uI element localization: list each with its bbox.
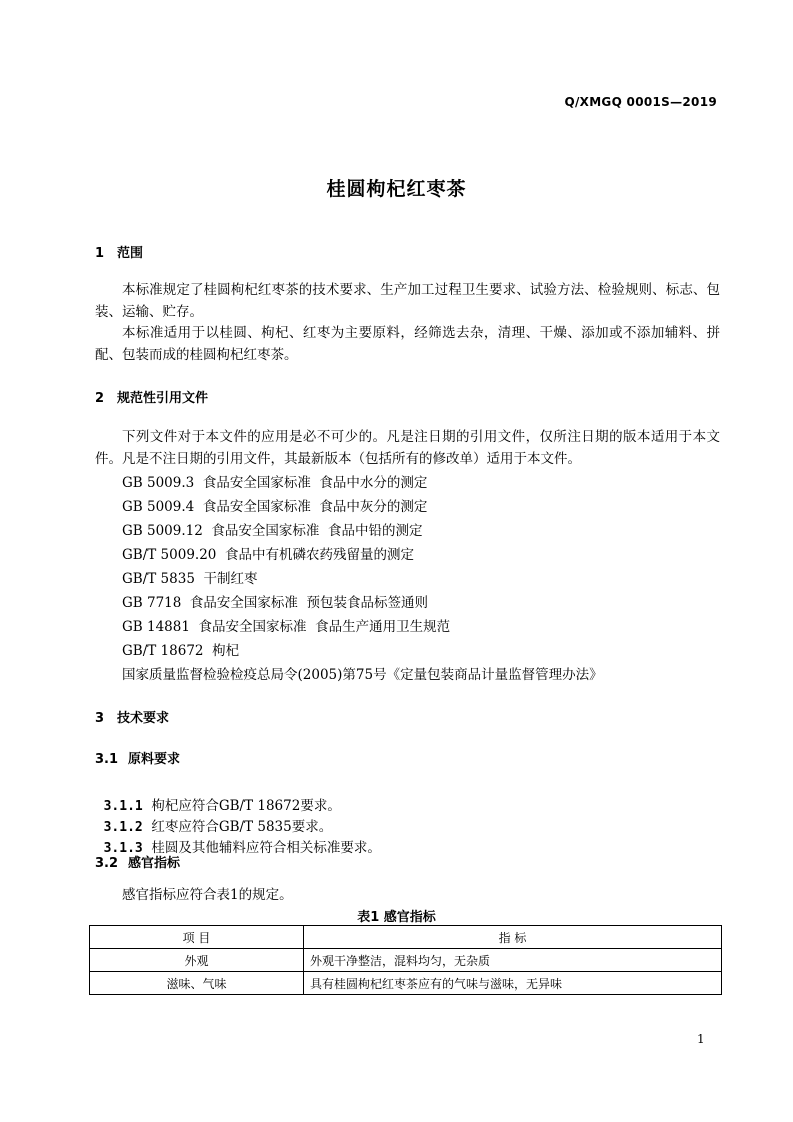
scope-paragraph-2: 本标准适用于以桂圆、枸杞、红枣为主要原料，经筛选去杂，清理、干燥、添加或不添加辅料、拼配、包装而成的桂圆枸杞红枣茶。 (95, 325, 720, 363)
page-title: 桂圆枸杞红枣茶 (326, 178, 467, 200)
reference-item: GB/T 5835 干制红枣 (122, 571, 258, 587)
column-header-indicator: 指 标 (304, 926, 722, 949)
section-number: 1 (95, 246, 105, 261)
reference-item: GB 5009.4 食品安全国家标准 食品中灰分的测定 (122, 499, 428, 515)
section-number: 2 (95, 391, 105, 406)
reference-item: GB 7718 食品安全国家标准 预包装食品标签通则 (122, 595, 429, 611)
sensory-paragraph: 感官指标应符合表1的规定。 (122, 887, 293, 903)
table-cell: 外观 (90, 949, 304, 972)
clause-text: 枸杞应符合GB/T 18672要求。 (151, 798, 341, 814)
section-heading-3 (95, 707, 169, 726)
table-header-row (90, 926, 722, 949)
section-heading-2 (95, 387, 208, 406)
column-header-item: 项 目 (90, 926, 304, 949)
table-caption: 表1 感官指标 (357, 910, 436, 925)
reference-item: GB 5009.3 食品安全国家标准 食品中水分的测定 (122, 475, 428, 491)
section-heading-1 (95, 242, 143, 261)
reference-item: 国家质量监督检验检疫总局令(2005)第75号《定量包装商品计量监督管理办法》 (122, 667, 603, 683)
clause-text: 桂圆及其他辅料应符合相关标准要求。 (151, 840, 381, 856)
section-number: 3 (95, 711, 105, 726)
reference-item: GB/T 5009.20 食品中有机磷农药残留量的测定 (122, 547, 414, 563)
table-cell: 外观干净整洁，混料均匀，无杂质 (304, 949, 722, 972)
table-row (90, 972, 722, 995)
table-cell: 滋味、气味 (90, 972, 304, 995)
section-title: 感官指标 (128, 856, 181, 871)
reference-item: GB/T 18672 枸杞 (122, 643, 240, 659)
section-title: 规范性引用文件 (117, 391, 209, 406)
clause-number: 3.1.2 (103, 820, 143, 835)
normative-paragraph: 下列文件对于本文件的应用是必不可少的。凡是注日期的引用文件，仅所注日期的版本适用于本文件。凡是不注日期的引用文件，其最新版本（包括所有的修改单）适用于本文件。 (95, 429, 720, 467)
section-title: 原料要求 (128, 752, 181, 767)
table-row (90, 949, 722, 972)
page-number: 1 (697, 1032, 705, 1046)
reference-item: GB 14881 食品安全国家标准 食品生产通用卫生规范 (122, 619, 451, 635)
scope-paragraph-1: 本标准规定了桂圆枸杞红枣茶的技术要求、生产加工过程卫生要求、试验方法、检验规则、标志、包装、运输、贮存。 (95, 282, 720, 320)
sensory-table (89, 925, 722, 995)
section-title: 技术要求 (117, 711, 170, 726)
section-number: 3.1 (95, 752, 119, 767)
section-title: 范围 (117, 246, 144, 261)
table-cell: 具有桂圆枸杞红枣茶应有的气味与滋味，无异味 (304, 972, 722, 995)
reference-item: GB 5009.12 食品安全国家标准 食品中铅的测定 (122, 523, 423, 539)
section-heading-3-2 (95, 852, 180, 871)
clause-number: 3.1.3 (103, 841, 143, 856)
clause-text: 红枣应符合GB/T 5835要求。 (151, 819, 333, 835)
section-number: 3.2 (95, 856, 119, 871)
clause-item (95, 820, 381, 856)
section-heading-3-1 (95, 748, 180, 767)
document-code: Q/XMGQ 0001S—2019 (564, 95, 717, 109)
clause-number: 3.1.1 (103, 799, 143, 814)
